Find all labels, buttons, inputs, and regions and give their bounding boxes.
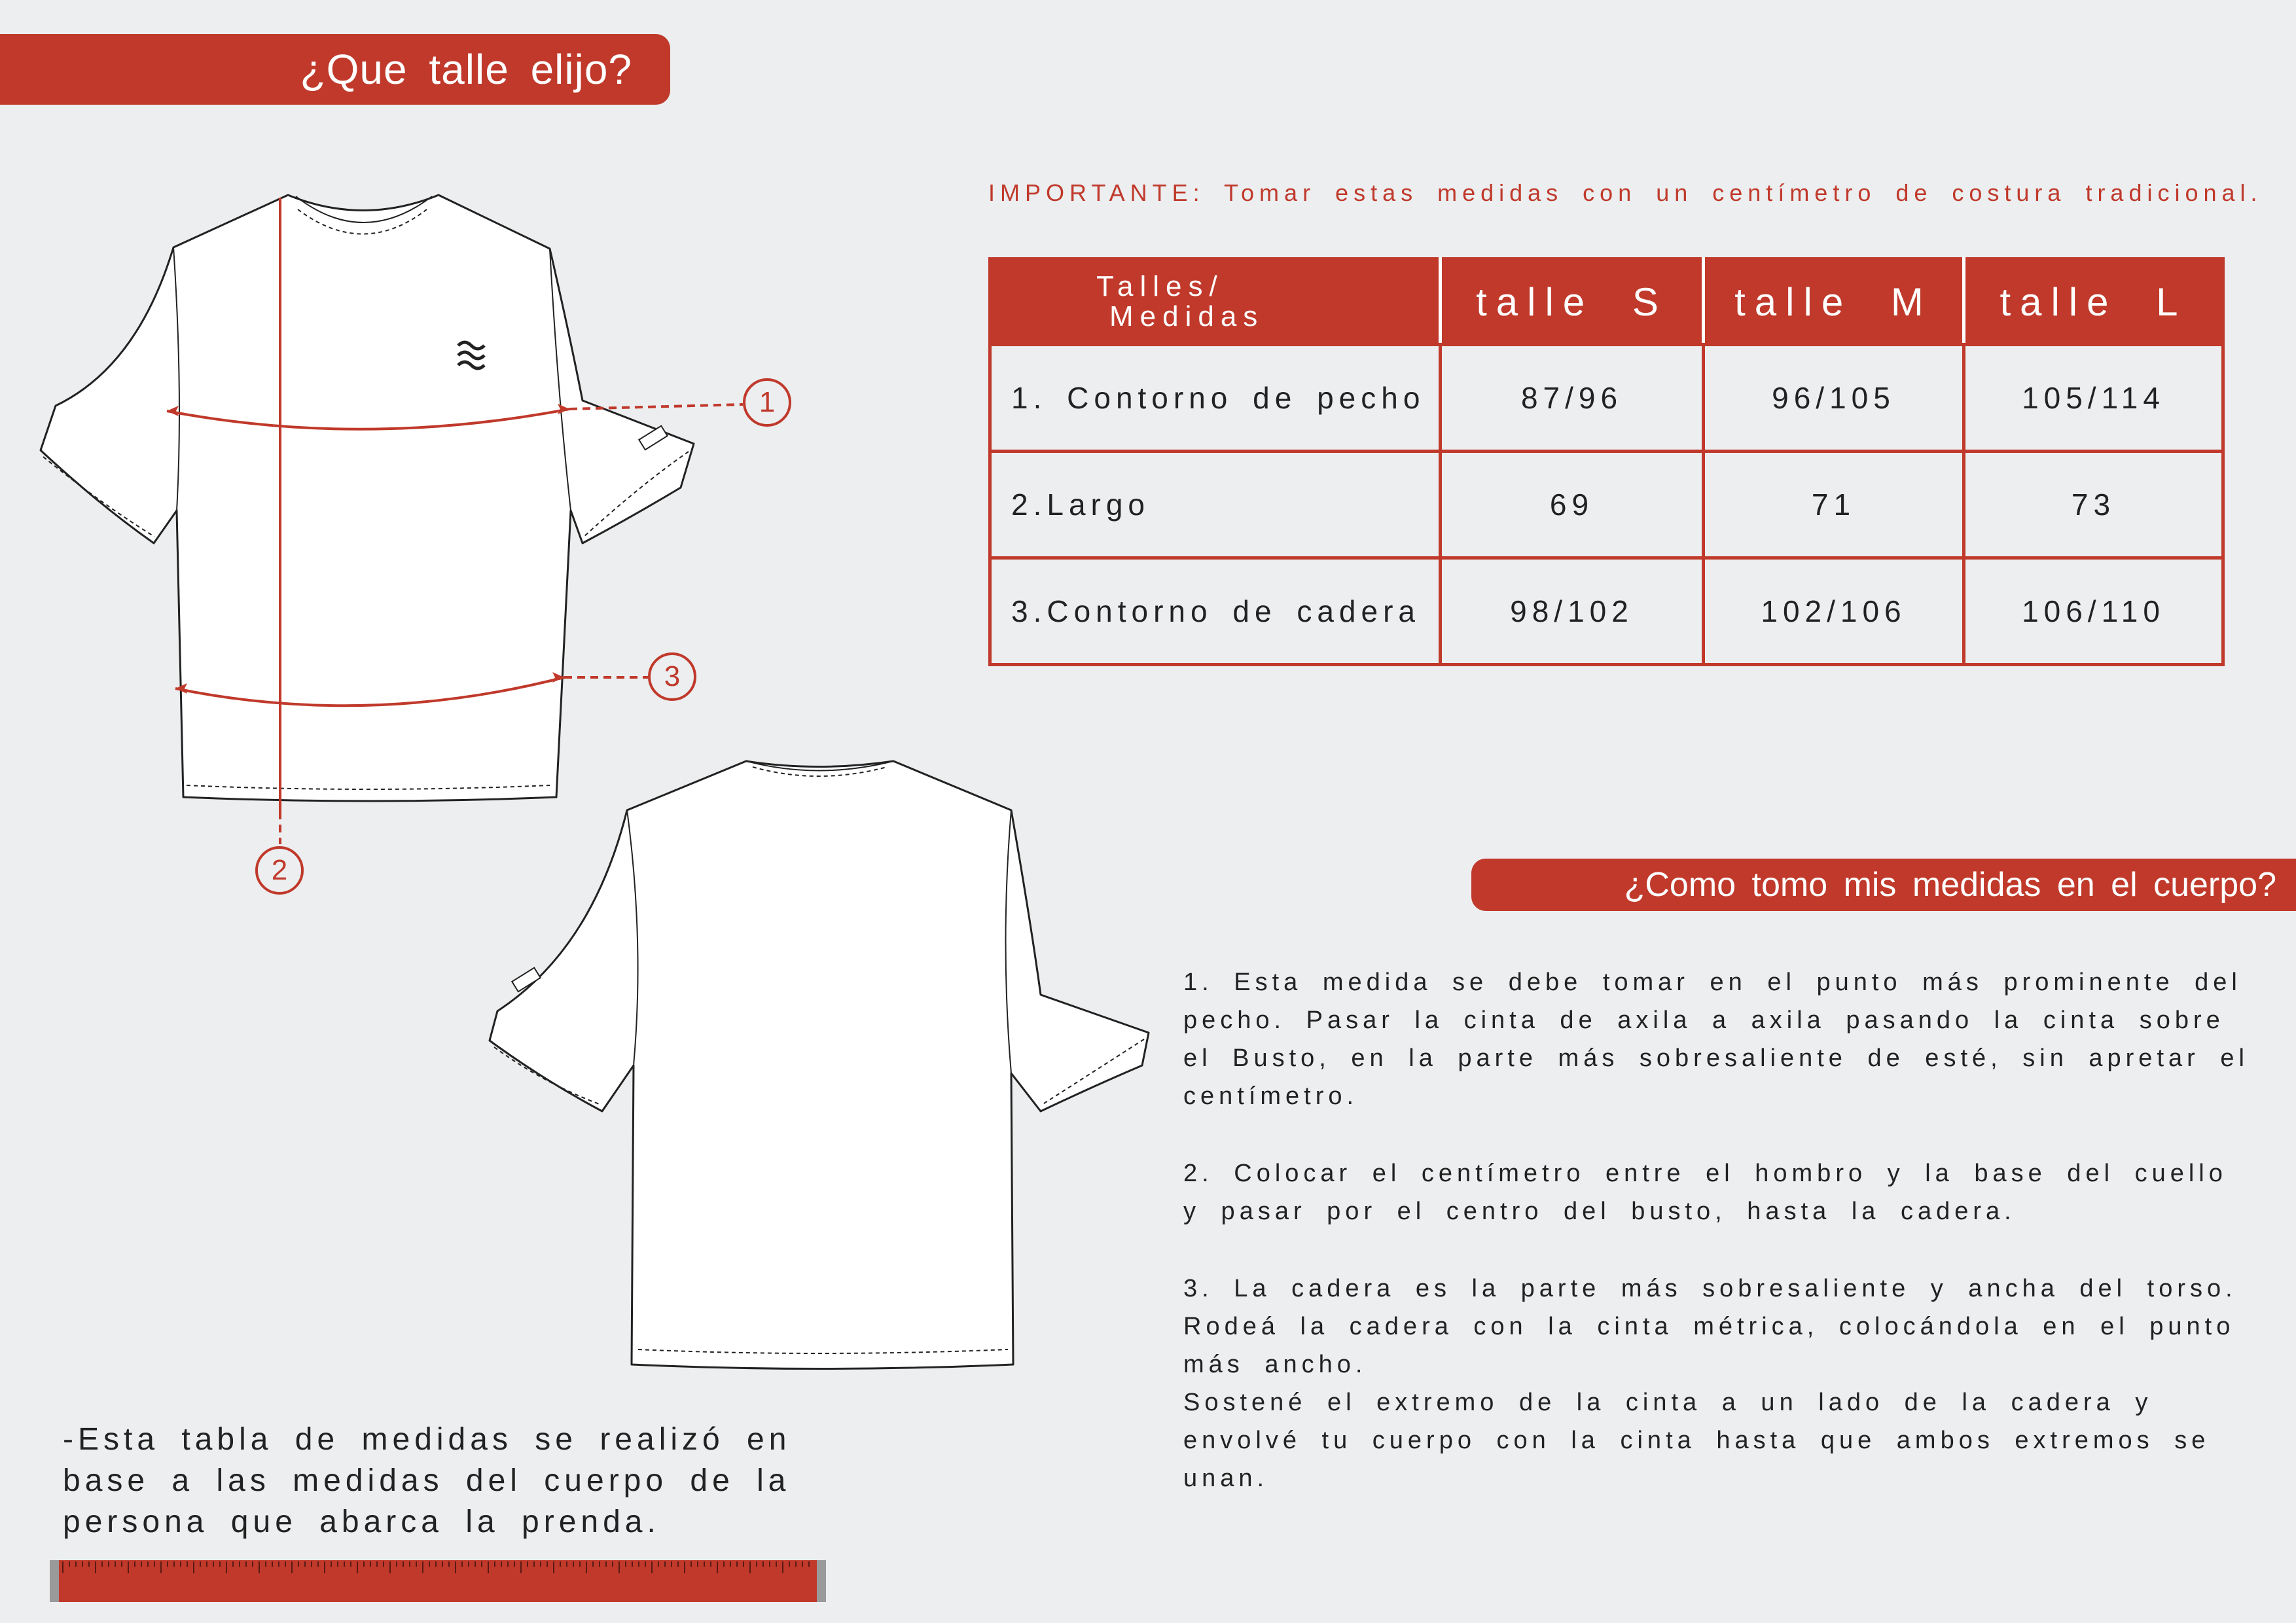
marker-length [255, 846, 304, 895]
corner-label-medidas: Medidas [1109, 300, 1265, 332]
table-cell: 73 [1964, 452, 2223, 558]
table-cell: 102/106 [1704, 558, 1964, 665]
marker-chest-label: 1 [759, 386, 776, 418]
marker-chest [743, 378, 791, 427]
column-header-m: talle M [1704, 259, 1964, 345]
table-cell: 87/96 [1441, 345, 1704, 452]
marker-hip-label: 3 [664, 660, 681, 692]
corner-label-talles: Talles/ [1096, 270, 1224, 302]
howto-banner [1471, 859, 2296, 911]
table-row [990, 452, 2223, 558]
marker-length-label: 2 [271, 854, 288, 886]
instruction-step: Sostené el extremo de la cinta a un lado de la cadera y envolvé tu cuerpo con la cinta hasta que ambos extremos se unan. [1183, 1389, 2210, 1492]
table-cell: 71 [1704, 452, 1964, 558]
table-cell: 96/105 [1704, 345, 1964, 452]
row-label: 2.Largo [990, 452, 1441, 558]
instruction-step: 1. Esta medida se debe tomar en el punto más prominente del pecho. Pasar la cinta de axila a axila pasando la cinta sobre el Busto, en la parte más sobresaliente de esté, sin apretar el centímetro. [1183, 969, 2249, 1110]
measuring-tape-icon [50, 1559, 826, 1603]
row-label: 1. Contorno de pecho [990, 345, 1441, 452]
column-header-l: talle L [1964, 259, 2223, 345]
size-table-corner [990, 259, 1441, 345]
instruction-step: 3. La cadera es la parte más sobresaliente y ancha del torso. Rodeá la cadera con la cinta métrica, colocándola en el punto más ancho. [1183, 1275, 2237, 1378]
table-cell: 98/102 [1441, 558, 1704, 665]
instruction-step: 2. Colocar el centímetro entre el hombro y la base del cuello y pasar por el centro del busto, hasta la cadera. [1183, 1160, 2227, 1225]
column-header-s: talle S [1441, 259, 1704, 345]
page-title: ¿Que talle elijo? [300, 46, 632, 93]
table-row [990, 558, 2223, 665]
row-label: 3.Contorno de cadera [990, 558, 1441, 665]
back-tshirt-diagram [484, 753, 1158, 1381]
table-cell: 105/114 [1964, 345, 2223, 452]
table-cell: 69 [1441, 452, 1704, 558]
marker-hip [648, 652, 696, 701]
howto-title: ¿Como tomo mis medidas en el cuerpo? [1624, 866, 2276, 904]
footer-note: -Esta tabla de medidas se realizó en base a las medidas del cuerpo de la persona que abarca la prenda. [63, 1422, 791, 1539]
size-table-header [990, 259, 2223, 345]
page-title-banner [0, 34, 670, 105]
table-row [990, 345, 2223, 452]
front-tshirt-body [41, 195, 694, 801]
measurement-instructions [1183, 963, 2263, 1497]
table-cell: 106/110 [1964, 558, 2223, 665]
size-table [988, 257, 2225, 666]
important-note: IMPORTANTE: Tomar estas medidas con un centímetro de costura tradicional. [988, 179, 2263, 206]
